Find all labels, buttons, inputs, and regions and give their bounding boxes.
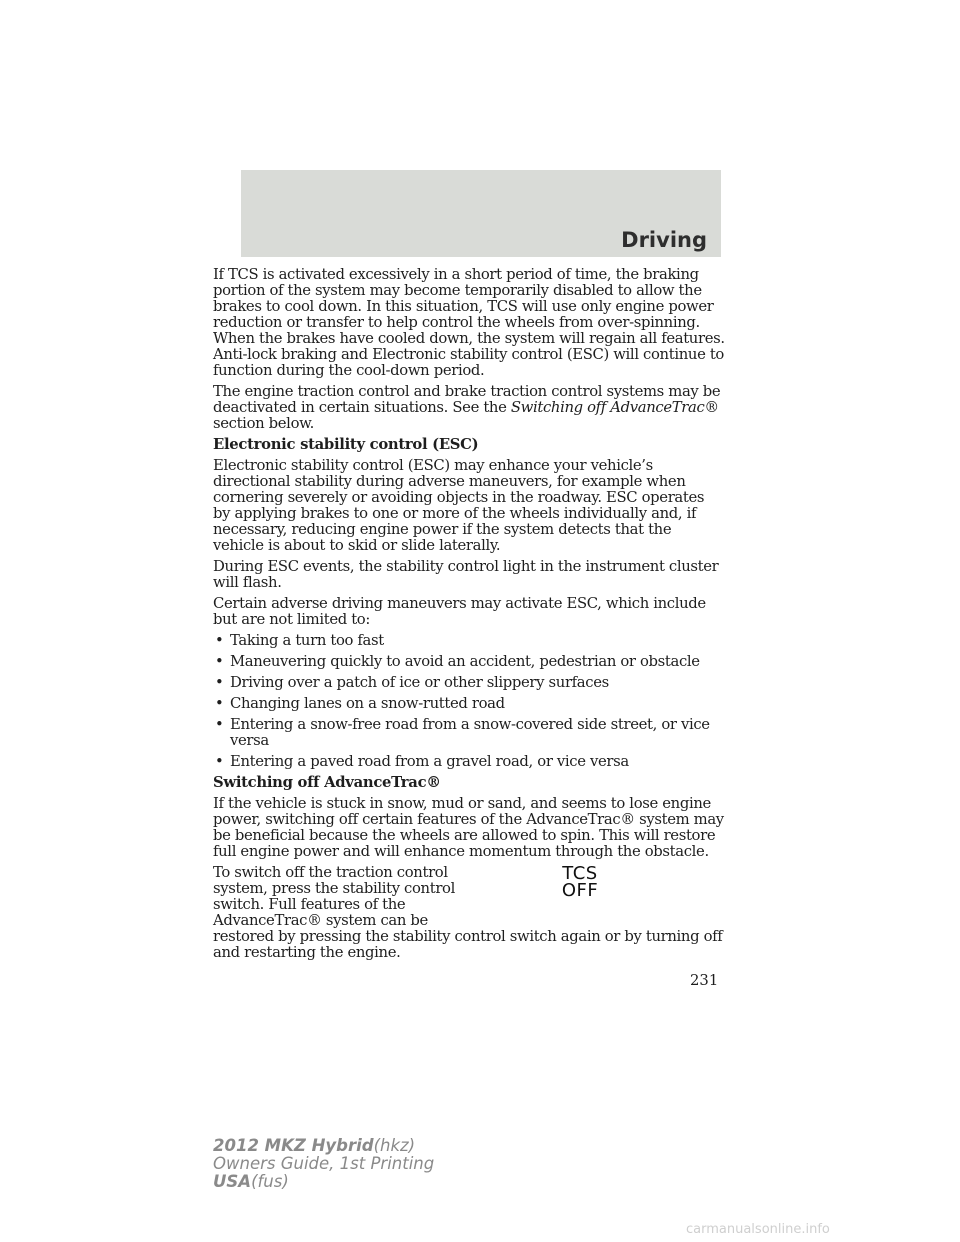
- list-item: • Changing lanes on a snow-rutted road: [215, 695, 505, 712]
- list-item: • Entering a snow-free road from a snow-covered side street, or vice versa: [215, 716, 710, 749]
- tcs-off-icon: TCS OFF: [561, 863, 599, 901]
- list-item: • Driving over a patch of ice or other slippery surfaces: [215, 674, 609, 691]
- bullet-icon: •: [215, 674, 224, 691]
- section-header-band: [241, 170, 721, 257]
- section-title: Driving: [621, 228, 707, 252]
- heading-esc: Electronic stability control (ESC): [213, 436, 479, 453]
- list-item: • Maneuvering quickly to avoid an accident, pedestrian or obstacle: [215, 653, 700, 670]
- cross-reference-link: Switching off AdvanceTrac®: [510, 399, 719, 416]
- bullet-icon: •: [215, 716, 224, 733]
- list-item: • Entering a paved road from a gravel road, or vice versa: [215, 753, 629, 770]
- paragraph-switch-off: To switch off the traction control system, press the stability control switch. Full features of the AdvanceTrac® system can be: [213, 864, 455, 929]
- bullet-icon: •: [215, 653, 224, 670]
- document-footer: 2012 MKZ Hybrid(hkz) Owners Guide, 1st Printing USA(fus): [213, 1136, 435, 1191]
- paragraph-esc-description: Electronic stability control (ESC) may enhance your vehicle’s directional stability during adverse maneuvers, for example when cornering severely or avoiding objects in the roadway. ESC operates by applying brakes to one or more of the wheels individually and, if necessary, reducing engine power if the system detects that the vehicle is about to skid or slide laterally.: [213, 457, 705, 554]
- paragraph-maneuvers-intro: Certain adverse driving maneuvers may activate ESC, which include but are not limited to:: [213, 595, 706, 628]
- bullet-icon: •: [215, 695, 224, 712]
- list-item: • Taking a turn too fast: [215, 632, 384, 649]
- paragraph-stuck-vehicle: If the vehicle is stuck in snow, mud or sand, and seems to lose engine power, switching off certain features of the AdvanceTrac® system may be beneficial because the wheels are allowed to spin. This will restore full engine power and will enhance momentum through the obstacle.: [213, 795, 724, 860]
- paragraph-restore: restored by pressing the stability control switch again or by turning off and restarting the engine.: [213, 928, 723, 961]
- watermark: carmanualsonline.info: [686, 1222, 830, 1237]
- paragraph-deactivation: The engine traction control and brake traction control systems may be deactivated in certain situations. See the Switching off AdvanceTrac® section below.: [213, 383, 721, 432]
- bullet-icon: •: [215, 632, 224, 649]
- paragraph-tcs-cooldown: If TCS is activated excessively in a short period of time, the braking portion of the system may become temporarily disabled to allow the brakes to cool down. In this situation, TCS will use only engine power reduction or transfer to help control the wheels from over-spinning. When the brakes have cooled down, the system will regain all features. Anti-lock braking and Electronic stability control (ESC) will continue to function during the cool-down period.: [213, 266, 725, 379]
- heading-switching-off: Switching off AdvanceTrac®: [213, 774, 441, 791]
- bullet-icon: •: [215, 753, 224, 770]
- maneuver-list: [213, 633, 725, 770]
- switch-off-instructions: [213, 865, 725, 961]
- page-number: 231: [690, 972, 719, 989]
- paragraph-esc-events: During ESC events, the stability control light in the instrument cluster will flash.: [213, 558, 719, 591]
- page-content: [213, 267, 725, 966]
